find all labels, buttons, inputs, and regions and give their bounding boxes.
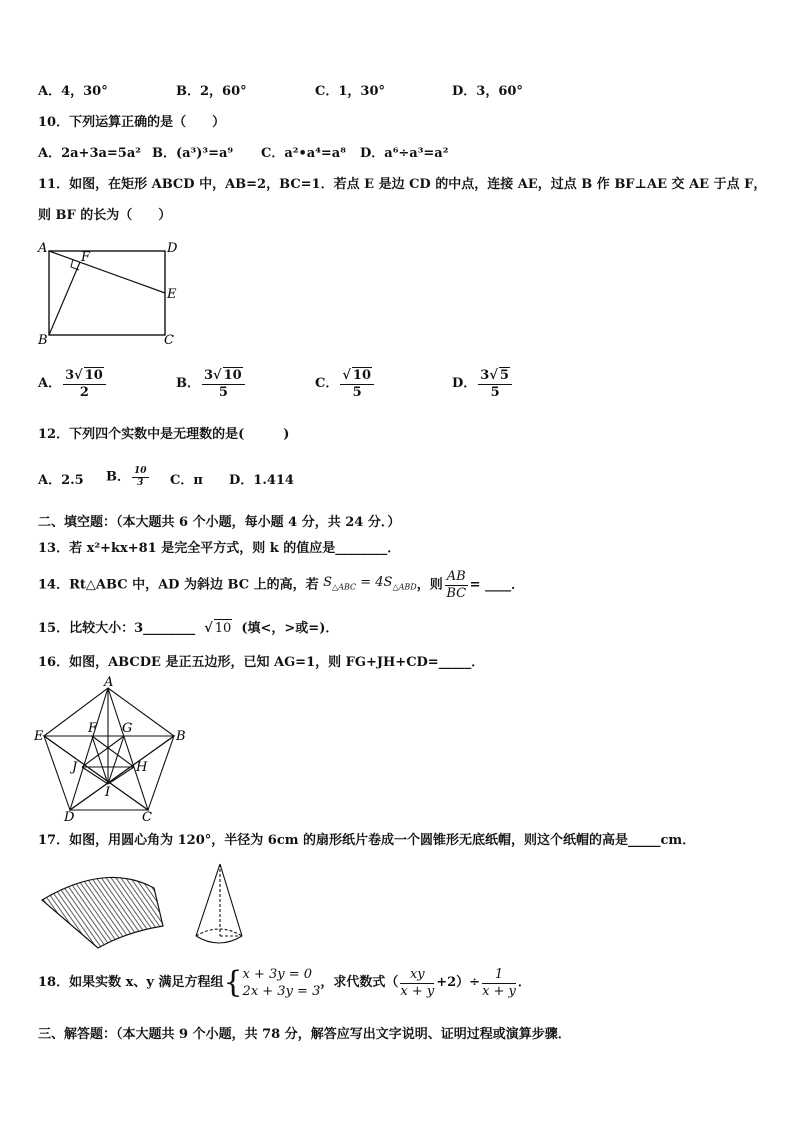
q11-option-d bbox=[452, 367, 514, 401]
q9-option-a: A．4，30° bbox=[38, 84, 108, 99]
q14-fraction: $\frac{AB}{BC}$ bbox=[446, 569, 467, 601]
q11-option-d-letter: D． bbox=[452, 376, 477, 391]
q11-option-a-letter: A． bbox=[38, 376, 62, 391]
q12-option-a: A．2.5 bbox=[38, 473, 84, 488]
q16-label-f: F bbox=[88, 721, 98, 736]
q11-option-a-fraction bbox=[63, 367, 106, 401]
q16-label-d: D bbox=[64, 810, 75, 822]
q16-label-c: C bbox=[142, 810, 152, 822]
q11-label-c: C bbox=[164, 333, 174, 348]
q18-brace: { bbox=[223, 965, 243, 1000]
q16-label-b: B bbox=[176, 729, 186, 744]
q11-stem-line1: 11．如图，在矩形 ABCD 中，AB=2，BC=1．若点 E 是边 CD 的中点，连接 AE，过点 B 作 BF⊥AE 交 AE 于点 F， bbox=[38, 177, 767, 192]
q16-stem: 16．如图，ABCDE 是正五边形，已知 AG=1，则 FG+JH+CD=_____． bbox=[38, 655, 485, 670]
q16-pentagon-figure bbox=[34, 676, 190, 822]
q18-stem: 18．如果实数 x、y 满足方程组{ x + 3y = 0 2x + 3y = 3 ，求代数式（ $\frac{xy}{x + y}$ +2）÷ $\frac{1}{x + y}$ ． bbox=[38, 965, 531, 1000]
q11-option-b-numerator: 3√ 10 bbox=[202, 367, 245, 385]
q16-label-e: E bbox=[34, 729, 44, 744]
q15-stem: 15．比较大小：3________ √ 10 (填<，>或=)． bbox=[38, 621, 339, 636]
section-2-heading: 二、填空题：（本大题共 6 个小题，每小题 4 分，共 24 分．） bbox=[38, 515, 401, 530]
q11-option-a-numerator: 3√ 10 bbox=[63, 367, 106, 385]
q11-option-d-numerator: 3√ 5 bbox=[478, 367, 512, 385]
q11-option-b-letter: B． bbox=[176, 376, 200, 391]
q11-option-d-denominator: 5 bbox=[490, 385, 500, 400]
q11-option-c-fraction bbox=[340, 367, 374, 401]
q18-fraction-1: $\frac{xy}{x + y}$ bbox=[400, 966, 435, 999]
q11-label-e: E bbox=[167, 287, 177, 302]
q11-label-a: A bbox=[38, 241, 48, 256]
q11-label-f: F bbox=[81, 250, 91, 265]
q12-stem: 12．下列四个实数中是无理数的是( ) bbox=[38, 427, 290, 442]
q16-label-i: I bbox=[105, 785, 111, 800]
q13-stem: 13．若 x²+kx+81 是完全平方式，则 k 的值应是________． bbox=[38, 541, 401, 556]
q12-option-d: D．1.414 bbox=[229, 473, 294, 488]
q17-stem: 17．如图，用圆心角为 120°，半径为 6cm 的扇形纸片卷成一个圆锥形无底纸帽，则这个纸帽的高是_____cm． bbox=[38, 833, 696, 848]
q11-stem-line2: 则 BF 的长为（ ） bbox=[38, 208, 172, 223]
q11-option-a bbox=[38, 367, 108, 401]
q11-option-b-denominator: 5 bbox=[218, 385, 228, 400]
q16-label-j: J bbox=[72, 760, 78, 775]
q11-option-c-numerator: √ 10 bbox=[340, 367, 374, 385]
section-3-heading: 三、解答题：（本大题共 9 个小题，共 78 分，解答应写出文字说明、证明过程或演算步骤． bbox=[38, 1027, 571, 1042]
q10-option-a: A．2a+3a=5a² bbox=[38, 146, 141, 161]
q16-label-a: A bbox=[104, 676, 114, 690]
q11-option-d-fraction bbox=[478, 367, 512, 401]
q12-option-c: C．π bbox=[170, 473, 203, 488]
q10-option-b: B．(a³)³=a⁹ bbox=[152, 146, 234, 161]
q11-option-c-denominator: 5 bbox=[352, 385, 362, 400]
q11-option-b bbox=[176, 367, 247, 401]
q10-option-c: C．a²•a⁴=a⁸ bbox=[261, 146, 346, 161]
q16-label-g: G bbox=[122, 721, 133, 736]
q12-option-b: B． $\frac{10}{3}$ bbox=[106, 466, 147, 488]
q10-stem: 10．下列运算正确的是（ ） bbox=[38, 115, 226, 130]
q18-fraction-2: $\frac{1}{x + y}$ bbox=[482, 966, 516, 999]
q11-option-b-fraction bbox=[202, 367, 245, 401]
q11-option-a-denominator: 2 bbox=[79, 385, 89, 400]
q11-rectangle-figure bbox=[36, 238, 186, 350]
q18-equation-system: x + 3y = 0 2x + 3y = 3 bbox=[242, 967, 321, 999]
q17-cone-figure bbox=[190, 860, 250, 950]
q10-option-d: D．a⁶÷a³=a² bbox=[360, 146, 449, 161]
q16-label-h: H bbox=[136, 760, 148, 775]
q11-label-d: D bbox=[167, 241, 178, 256]
q17-sector-figure bbox=[36, 862, 176, 954]
q11-option-c bbox=[315, 367, 376, 401]
q14-stem: 14．Rt△ABC 中，AD 为斜边 BC 上的高，若 $S_{\triangle ABC} = 4S_{\triangle ABD}$，则 $\frac{AB}{BC}$ = ____． bbox=[38, 569, 525, 601]
q12-option-b-fraction: $\frac{10}{3}$ bbox=[134, 466, 147, 488]
q11-option-c-letter: C． bbox=[315, 376, 339, 391]
q9-option-b: B．2，60° bbox=[176, 84, 247, 99]
q9-option-c: C．1，30° bbox=[315, 84, 385, 99]
q11-label-b: B bbox=[38, 333, 48, 348]
q9-option-d: D．3，60° bbox=[452, 84, 523, 99]
